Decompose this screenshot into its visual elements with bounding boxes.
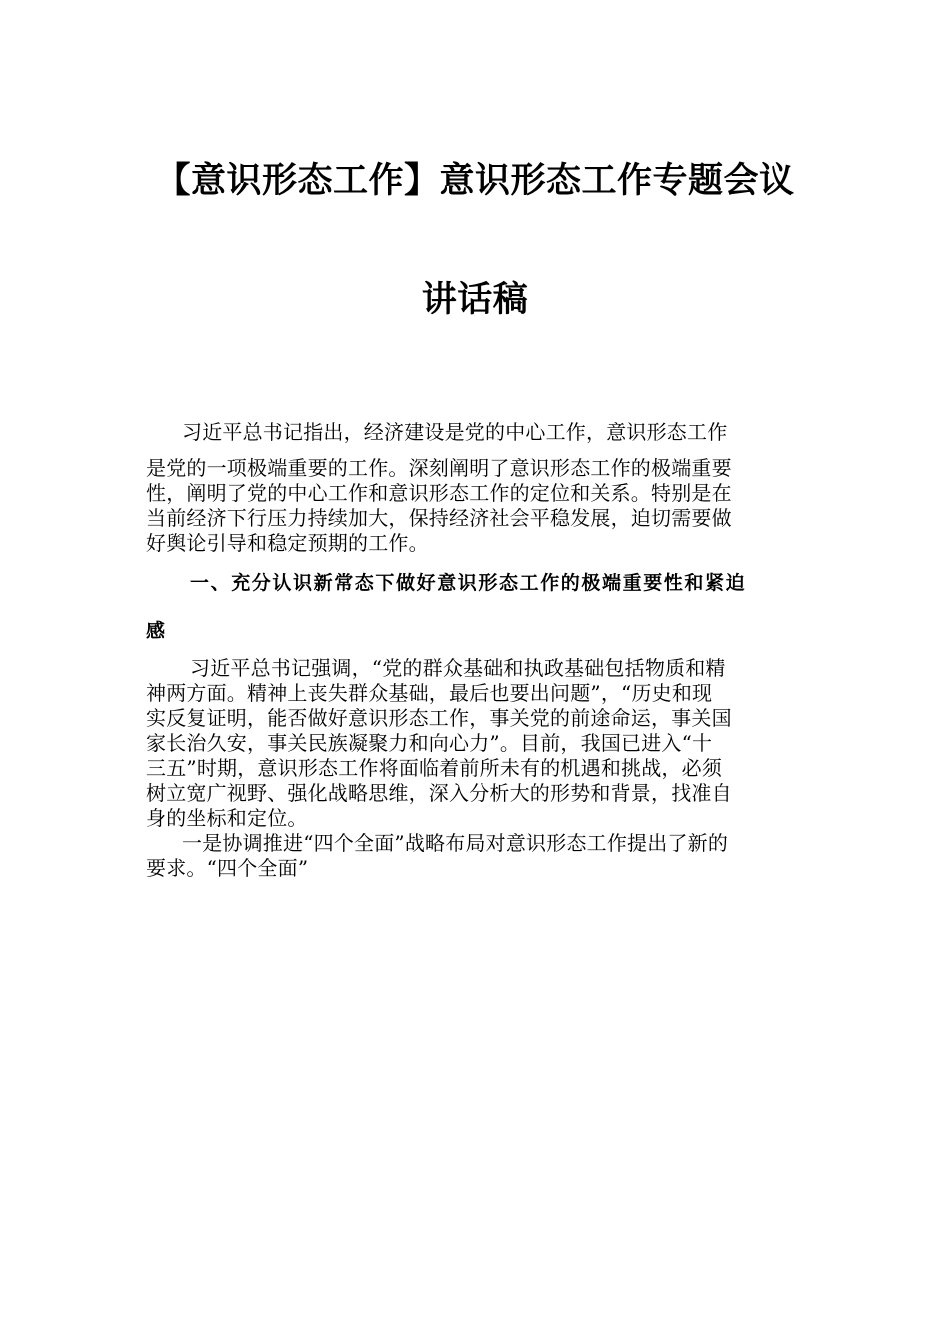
paragraph-2-line-2: 神两方面。精神上丧失群众基础，最后也要出问题”，“历史和现 (146, 681, 713, 705)
paragraph-2-line-1: 习近平总书记强调，“党的群众基础和执政基础包括物质和精 (190, 656, 726, 680)
paragraph-2-line-7: 身的坐标和定位。 (146, 806, 308, 830)
paragraph-1-line-4: 当前经济下行压力持续加大，保持经济社会平稳发展，迫切需要做 (146, 506, 732, 530)
paragraph-1-line-2: 是党的一项极端重要的工作。深刻阐明了意识形态工作的极端重要 (146, 456, 732, 480)
paragraph-2-line-5: 三五”时期，意识形态工作将面临着前所未有的机遇和挑战，必须 (146, 756, 723, 780)
paragraph-2-line-4: 家长治久安，事关民族凝聚力和向心力”。目前，我国已进入“十 (146, 731, 713, 755)
paragraph-1-line-5: 好舆论引导和稳定预期的工作。 (146, 531, 429, 555)
paragraph-1-line-3: 性，阐明了党的中心工作和意识形态工作的定位和关系。特别是在 (146, 481, 732, 505)
document-title-line-1: 【意识形态工作】意识形态工作专题会议 (155, 161, 795, 201)
paragraph-3-line-1: 一是协调推进“四个全面”战略布局对意识形态工作提出了新的 (182, 831, 729, 855)
paragraph-2-line-6: 树立宽广视野、强化战略思维，深入分析大的形势和背景，找准自 (146, 781, 732, 805)
paragraph-3-line-2: 要求。“四个全面” (146, 856, 309, 880)
paragraph-2-line-3: 实反复证明，能否做好意识形态工作，事关党的前途命运，事关国 (146, 706, 732, 730)
document-title-line-2: 讲话稿 (421, 280, 529, 320)
section-heading-1-line-2: 感 (146, 620, 167, 642)
paragraph-1-line-1: 习近平总书记指出，经济建设是党的中心工作，意识形态工作 (182, 420, 728, 444)
section-heading-1-line-1: 一、充分认识新常态下做好意识形态工作的极端重要性和紧迫 (190, 572, 747, 594)
